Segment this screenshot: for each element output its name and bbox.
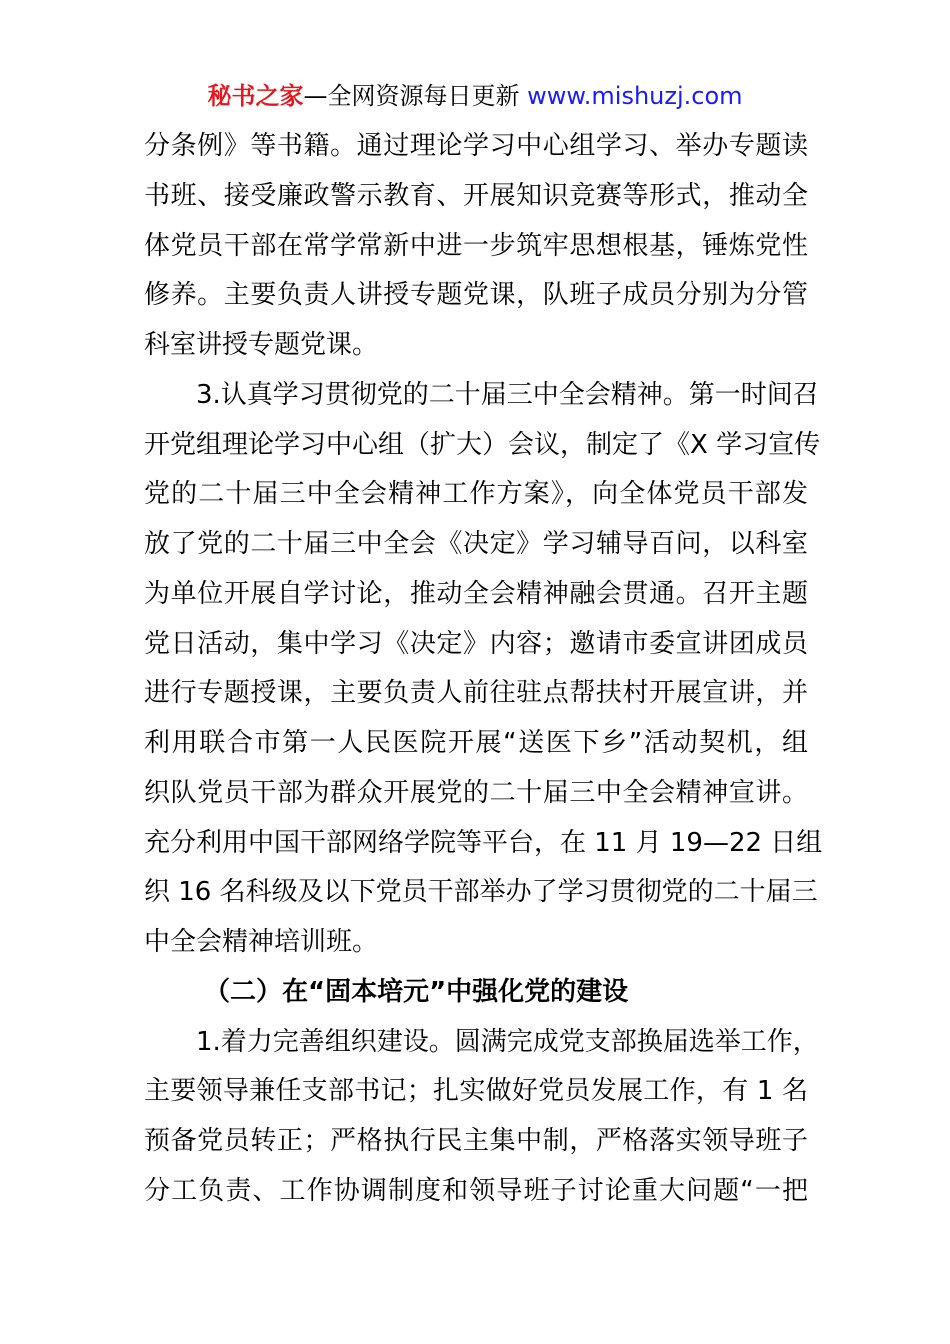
text-line: 开党组理论学习中心组（扩大）会议，制定了《X 学习宣传 [144,429,821,460]
text-line: 体党员干部在常学常新中进一步筑牢思想根基，锤炼党性 [144,230,808,261]
text-line: 分工负责、工作协调制度和领导班子讨论重大问题“一把 [144,1175,808,1206]
site-slogan: —全网资源每日更新 [303,82,528,110]
text-line: 利用联合市第一人民医院开展“送医下乡”活动契机，组 [144,728,808,758]
text-line: 科室讲授专题党课。 [144,330,379,360]
site-banner [0,80,950,112]
text-line: 修养。主要负责人讲授专题党课，队班子成员分别为分管 [144,280,808,311]
text-line: 放了党的二十届三中全会《决定》学习辅导百问，以科室 [144,529,808,559]
text-line: 1.着力完善组织建设。圆满完成党支部换届选举工作， [196,1026,819,1057]
text-line: 中全会精神培训班。 [144,927,379,957]
text-line: 主要领导兼任支部书记；扎实做好党员发展工作，有 1 名 [144,1076,808,1107]
text-line: 充分利用中国干部网络学院等平台，在 11 月 19—22 日组 [144,827,823,858]
text-line: 进行专题授课，主要负责人前往驻点帮扶村开展宣讲，并 [144,678,808,709]
site-brand: 秘书之家 [207,82,304,110]
text-line: 党日活动，集中学习《决定》内容；邀请市委宣讲团成员 [144,628,808,659]
text-line: 织 16 名科级及以下党员干部举办了学习贯彻党的二十届三 [144,877,818,908]
text-line: 为单位开展自学讨论，推动全会精神融会贯通。召开主题 [144,578,808,609]
site-url-link[interactable]: www.mishuzj.com [527,82,743,110]
section-heading: （二）在“固本培元”中强化党的建设 [204,976,629,1007]
text-line: 分条例》等书籍。通过理论学习中心组学习、举办专题读 [144,131,808,161]
document-body [144,122,823,1217]
text-line: 织队党员干部为群众开展党的二十届三中全会精神宣讲。 [144,777,808,808]
text-line: 预备党员转正；严格执行民主集中制，严格落实领导班子 [144,1126,808,1156]
text-line: 书班、接受廉政警示教育、开展知识竞赛等形式，推动全 [144,180,808,211]
text-line: 党的二十届三中全会精神工作方案》，向全体党员干部发 [144,479,808,510]
text-line: 3.认真学习贯彻党的二十届三中全会精神。第一时间召 [196,379,819,410]
